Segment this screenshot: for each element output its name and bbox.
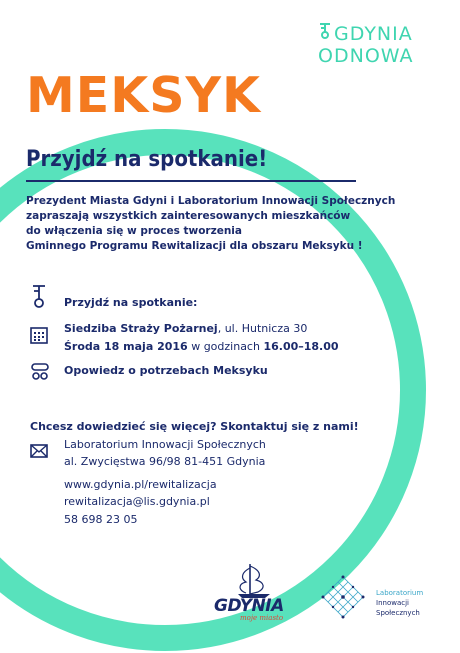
tell-line: Opowiedz o potrzebach Meksyku [64, 364, 268, 377]
speech-icon [30, 362, 50, 382]
intro-text [26, 194, 426, 254]
logo-lead-letter: O [318, 45, 334, 67]
network-icon [318, 572, 368, 622]
envelope-icon [30, 442, 48, 460]
intro-line: Prezydent Miasta Gdyni i Laboratorium Innowacji Społecznych [26, 195, 396, 207]
subheadline: Przyjdź na spotkanie! [26, 147, 268, 172]
logo-key-icon [318, 22, 334, 45]
contact-address: al. Zwycięstwa 96/98 81-451 Gdynia [64, 455, 266, 468]
venue-name: Siedziba Straży Pożarnej [64, 322, 218, 335]
venue-address: , ul. Hutnicza 30 [217, 322, 308, 335]
contact-website[interactable]: www.gdynia.pl/rewitalizacja [64, 478, 217, 491]
logo-line2: DNOWA [334, 45, 414, 67]
intro-line: Gminnego Programu Rewitalizacji dla obszaru Meksyku ! [26, 240, 363, 252]
venue-line [64, 322, 307, 335]
lab-line3: Społecznych [376, 609, 420, 617]
lab-line2: Innowacji [376, 599, 409, 607]
gdynia-tagline: moje miasto [240, 614, 284, 622]
lab-logo-text [376, 588, 423, 618]
calendar-icon [30, 326, 48, 344]
meeting-date-connector: w godzinach [187, 340, 264, 353]
lab-line1: Laboratorium [376, 589, 424, 597]
meeting-date: Środa 18 maja 2016 [64, 340, 188, 353]
intro-line: zapraszają wszystkich zainteresowanych mieszkańców [26, 210, 351, 222]
contact-phone: 58 698 23 05 [64, 513, 138, 526]
contact-org: Laboratorium Innowacji Społecznych [64, 438, 266, 451]
gdynia-wordmark: GDYNIA [214, 596, 284, 616]
meeting-heading: Przyjdź na spotkanie: [64, 296, 198, 309]
headline: MEKSYK [26, 67, 261, 124]
contact-heading: Chcesz dowiedzieć się więcej? Skontaktuj się z nami! [30, 420, 359, 433]
contact-email[interactable]: rewitalizacja@lis.gdynia.pl [64, 495, 210, 508]
gdynia-odnowa-logo [318, 22, 414, 67]
logo-line1: GDYNIA [334, 23, 413, 45]
divider [26, 180, 356, 182]
key-icon [30, 284, 48, 310]
intro-line: do włączenia się w proces tworzenia [26, 225, 242, 237]
date-line [64, 340, 339, 353]
meeting-time: 16.00–18.00 [263, 340, 339, 353]
